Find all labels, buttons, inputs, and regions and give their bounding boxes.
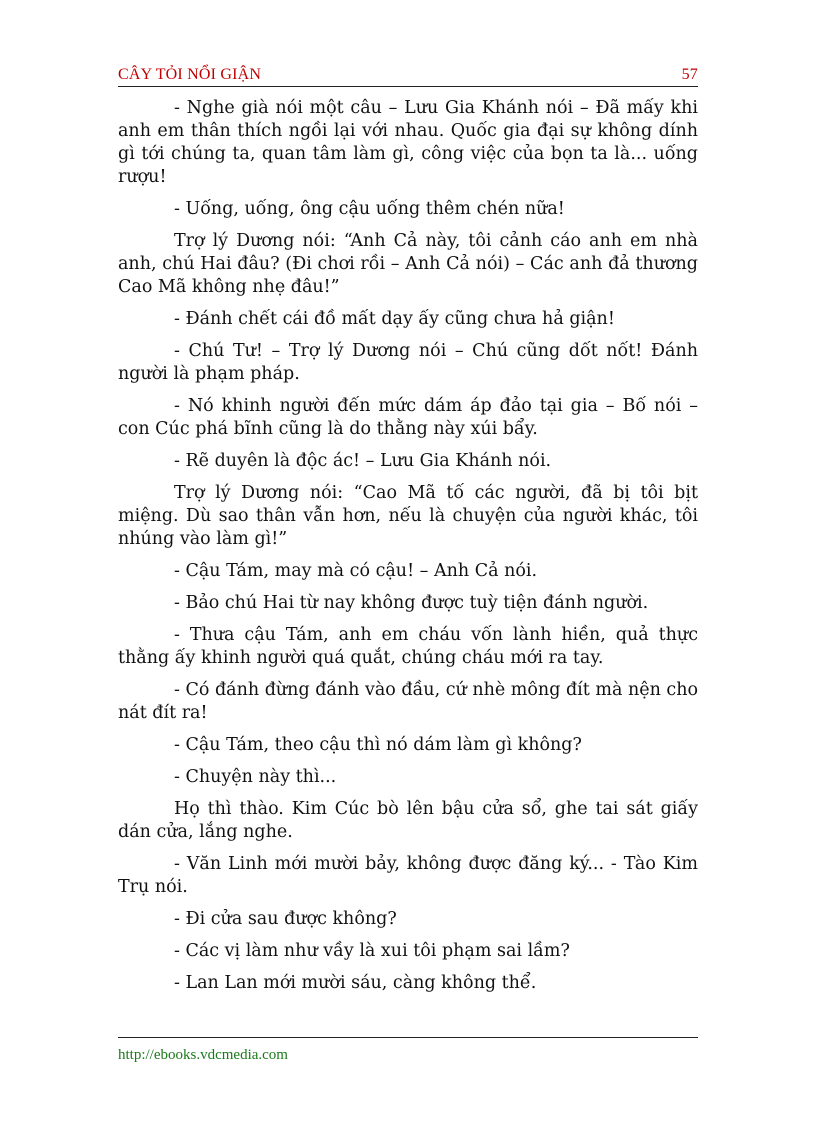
paragraph: - Cậu Tám, may mà có cậu! – Anh Cả nói. [174, 561, 538, 581]
paragraph: - Nó khinh người đến mức dám áp đảo tại gia – Bố nói – con Cúc phá bĩnh cũng là do thằng này xúi bẩy. [118, 396, 698, 439]
footer-link[interactable]: http://ebooks.vdcmedia.com [118, 1047, 288, 1063]
paragraph: Trợ lý Dương nói: “Anh Cả này, tôi cảnh cáo anh em nhà anh, chú Hai đâu? (Đi chơi rồi – Anh Cả nói) – Các anh đả thương Cao Mã không nhẹ đâu!” [118, 231, 698, 297]
page-footer [118, 1037, 698, 1064]
paragraph: Trợ lý Dương nói: “Cao Mã tố các người, đã bị tôi bịt miệng. Dù sao thân vẫn hơn, nếu là chuyện của người khác, tôi nhúng vào làm gì!” [118, 483, 698, 549]
page-number: 57 [681, 66, 698, 83]
page-body [118, 97, 698, 1004]
paragraph: Họ thì thào. Kim Cúc bò lên bậu cửa sổ, ghe tai sát giấy dán cửa, lắng nghe. [118, 799, 698, 842]
paragraph: - Cậu Tám, theo cậu thì nó dám làm gì không? [174, 735, 582, 755]
paragraph: - Uống, uống, ông cậu uống thêm chén nữa! [174, 199, 565, 219]
paragraph: - Văn Linh mới mười bảy, không được đăng ký... - Tào Kim Trụ nói. [118, 854, 698, 897]
paragraph: - Đánh chết cái đồ mất dạy ấy cũng chưa hả giận! [174, 309, 615, 329]
paragraph: - Chuyện này thì... [174, 767, 337, 787]
paragraph: - Chú Tư! – Trợ lý Dương nói – Chú cũng dốt nốt! Đánh người là phạm pháp. [118, 341, 698, 384]
paragraph: - Các vị làm như vầy là xui tôi phạm sai lầm? [174, 941, 570, 961]
paragraph: - Thưa cậu Tám, anh em cháu vốn lành hiền, quả thực thằng ấy khinh người quá quắt, chúng cháu mới ra tay. [118, 625, 698, 668]
paragraph: - Đi cửa sau được không? [174, 909, 397, 929]
page-header [118, 62, 698, 87]
paragraph: - Có đánh đừng đánh vào đầu, cứ nhè mông đít mà nện cho nát đít ra! [118, 680, 699, 723]
paragraph: - Rẽ duyên là độc ác! – Lưu Gia Khánh nói. [174, 451, 552, 471]
paragraph: - Nghe già nói một câu – Lưu Gia Khánh nói – Đã mấy khi anh em thân thích ngồi lại với nhau. Quốc gia đại sự không dính gì tới chúng ta, quan tâm làm gì, công việc của bọn ta là... uống rượu! [118, 98, 698, 187]
paragraph: - Bảo chú Hai từ nay không được tuỳ tiện đánh người. [174, 593, 649, 613]
paragraph: - Lan Lan mới mười sáu, càng không thể. [174, 973, 537, 993]
book-title: CÂY TỎI NỔI GIẬN [118, 66, 262, 83]
